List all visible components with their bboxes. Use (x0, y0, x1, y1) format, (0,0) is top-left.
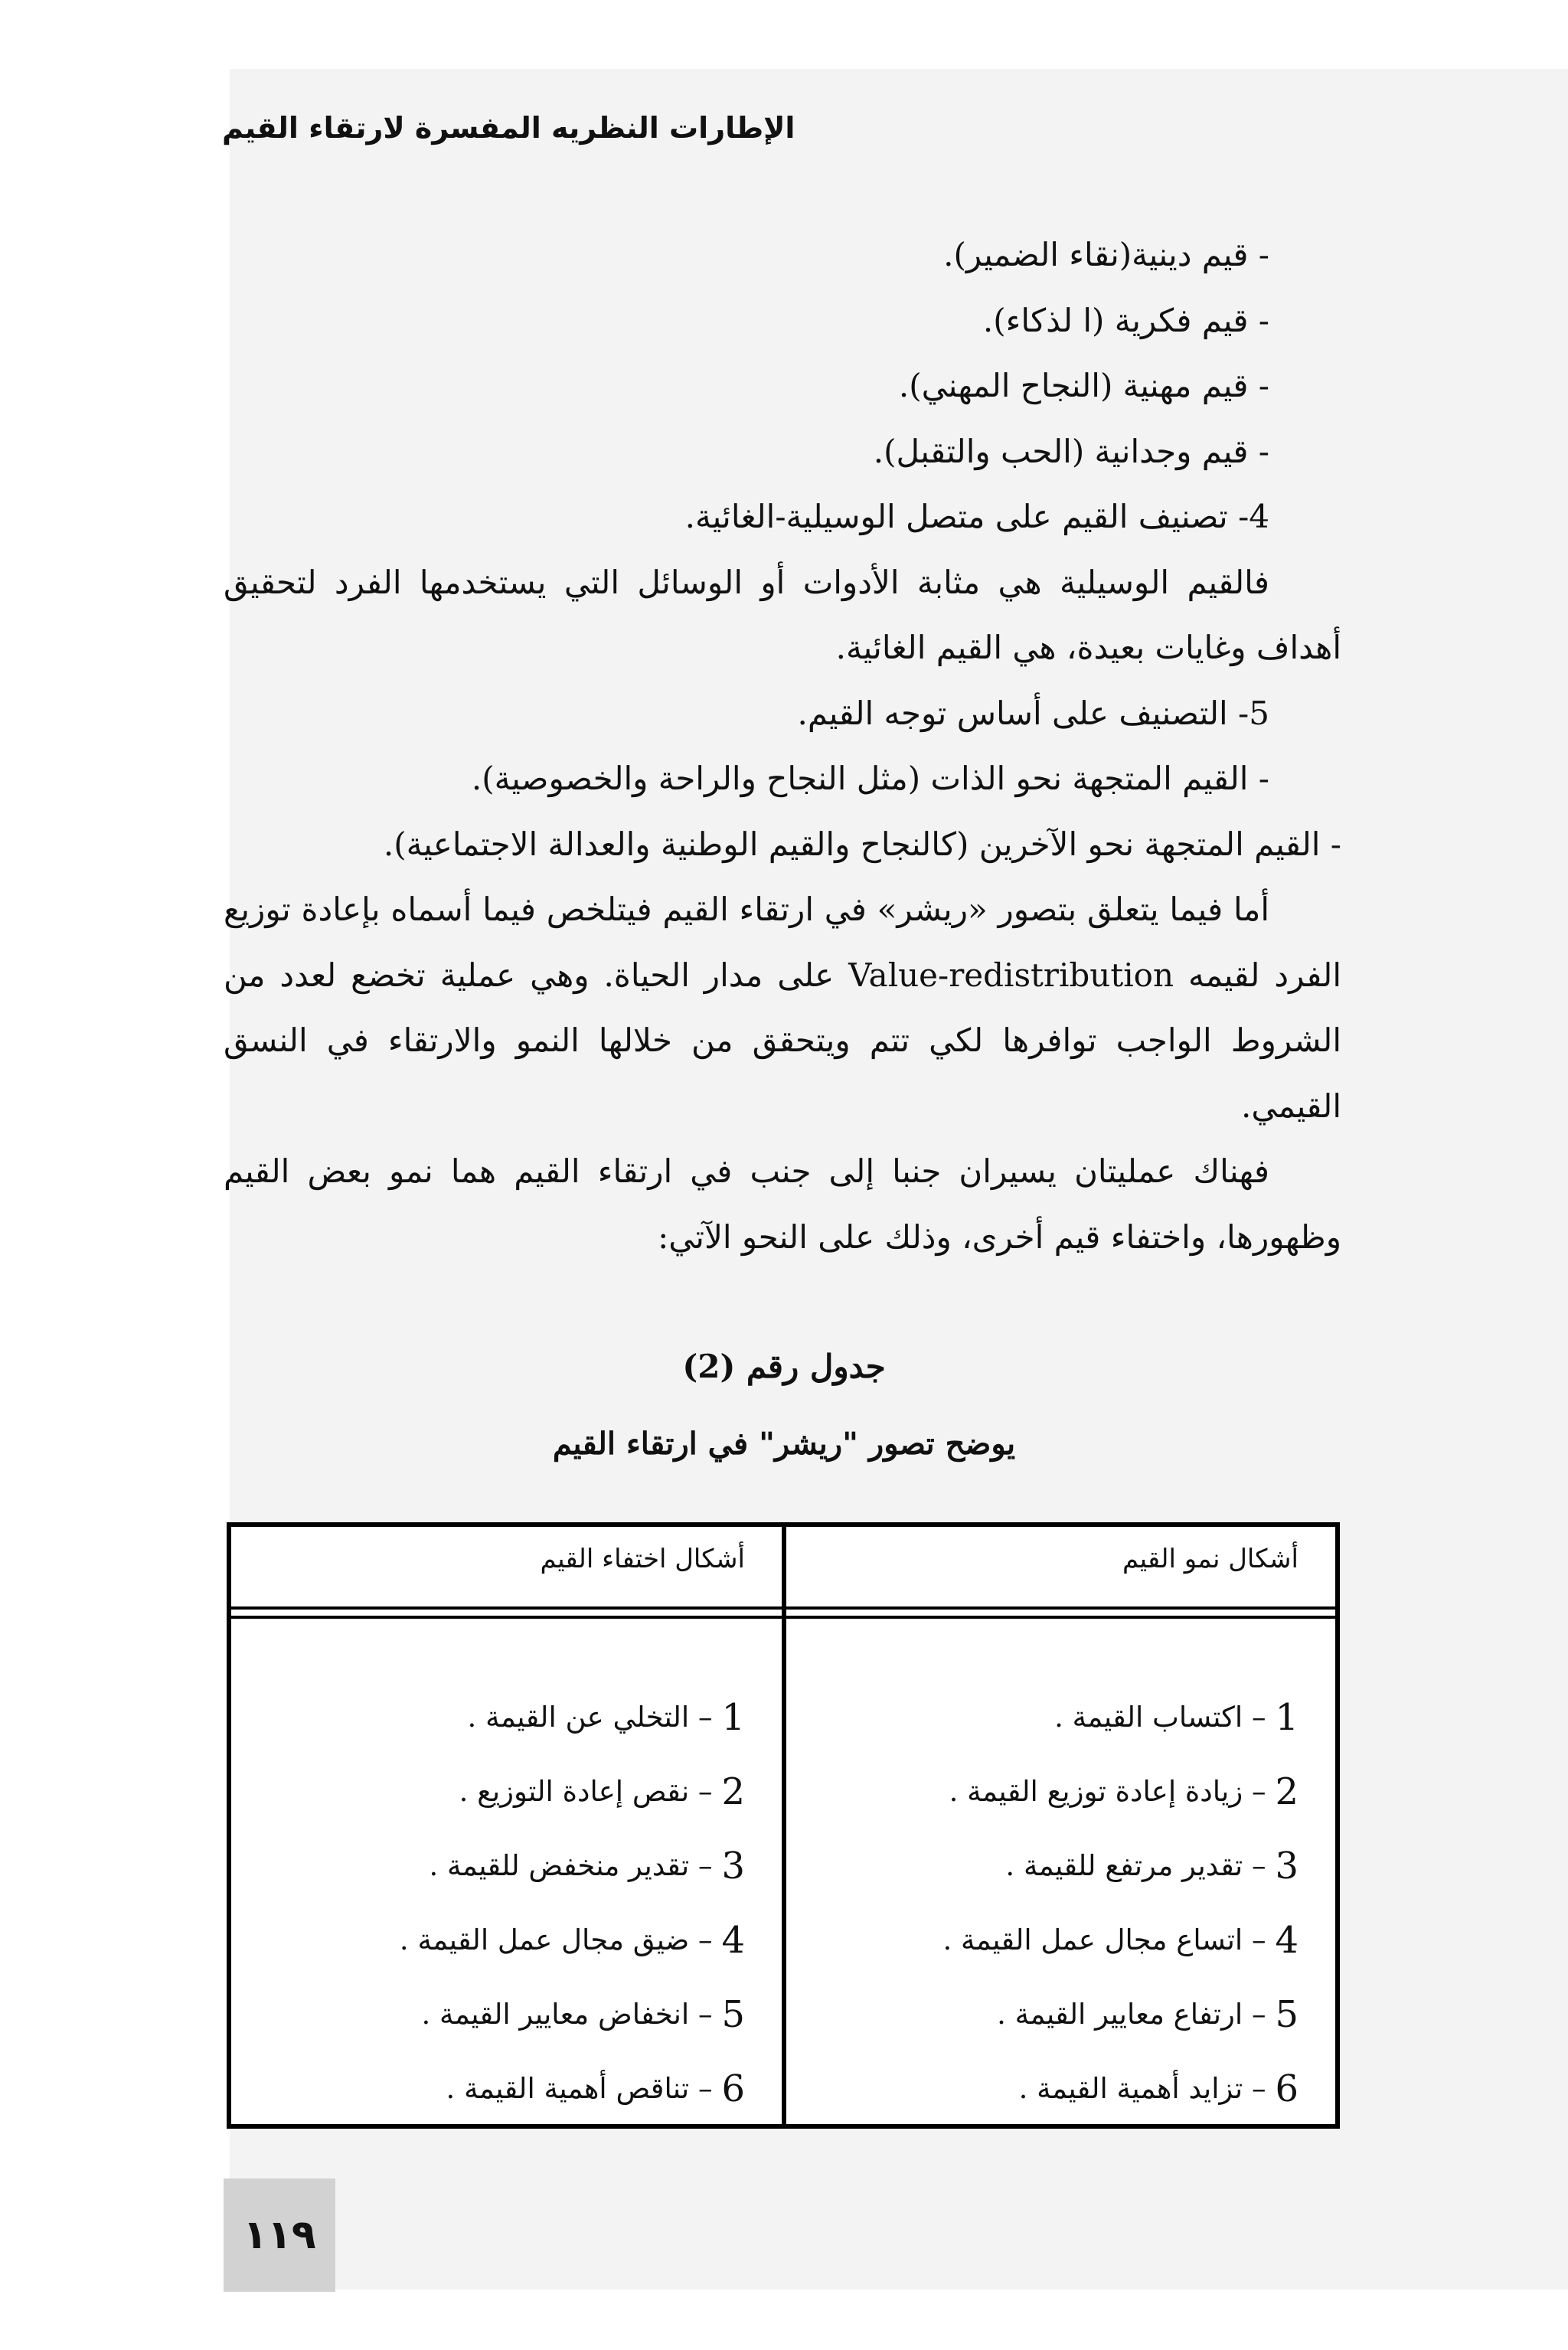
bullet-other-oriented-values: - القيم المتجهة نحو الآخرين (كالنجاح والقيم الوطنية والعدالة الاجتماعية). (383, 825, 1341, 863)
table-row (239, 1829, 745, 1903)
row-number: 5 (1275, 1992, 1298, 2036)
row-number: 3 (1275, 1844, 1298, 1888)
table-row (794, 1903, 1298, 1977)
column-header-growth: أشكال نمو القيم (1122, 1544, 1298, 1574)
row-text: – تقدير منخفض للقيمة . (429, 1849, 713, 1882)
row-text: – ضيق مجال عمل القيمة . (399, 1923, 713, 1956)
column-header-decline: أشكال اختفاء القيم (540, 1544, 745, 1574)
table-row (794, 1977, 1298, 2051)
table-row (239, 2051, 745, 2126)
table-row (794, 1680, 1298, 1754)
table-row (239, 1680, 745, 1754)
column-value-growth (786, 1527, 1335, 2124)
paragraph-two-processes: فهناك عمليتان يسيران جنبا إلى جنب في ارتقاء القيم هما نمو بعض القيم وظهورها، واختفاء قيم أخرى، وذلك على النحو الآتي: (224, 1152, 1341, 1256)
body-text (224, 222, 1341, 1270)
row-text: – ارتفاع معايير القيمة . (997, 1998, 1266, 2031)
table-row (239, 1977, 745, 2051)
heading-classification-5: 5- التصنيف على أساس توجه القيم. (797, 694, 1269, 732)
page-number: ١١٩ (224, 2178, 335, 2292)
row-number: 4 (721, 1918, 745, 1962)
row-number: 2 (1275, 1770, 1298, 1813)
decline-list (239, 1680, 745, 2126)
row-number: 6 (1275, 2067, 1298, 2110)
row-text: – تقدير مرتفع للقيمة . (1005, 1849, 1266, 1882)
table-row (239, 1903, 745, 1977)
row-number: 4 (1275, 1918, 1298, 1962)
bullet-self-oriented-values: - القيم المتجهة نحو الذات (مثل النجاح والراحة والخصوصية). (471, 760, 1269, 797)
bullet-intellectual-values: - قيم فكرية (ا لذكاء). (982, 301, 1269, 339)
table-row (239, 1754, 745, 1829)
table-subtitle: يوضح تصور "ريشر" في ارتقاء القيم (552, 1426, 1016, 1462)
row-text: – التخلي عن القيمة . (467, 1701, 713, 1734)
bullet-religious-values: - قيم دينية(نقاء الضمير). (943, 236, 1269, 273)
row-text: – تناقص أهمية القيمة . (446, 2072, 713, 2105)
heading-classification-4: 4- تصنيف القيم على متصل الوسيلية-الغائية. (684, 498, 1269, 535)
row-text: – اتساع مجال عمل القيمة . (942, 1923, 1266, 1956)
row-text: – اكتساب القيمة . (1054, 1701, 1266, 1734)
column-value-decline (231, 1527, 782, 2124)
row-number: 6 (721, 2067, 745, 2110)
row-number: 5 (721, 1992, 745, 2036)
values-table (227, 1522, 1340, 2129)
table-row (794, 1754, 1298, 1829)
row-number: 3 (721, 1844, 745, 1888)
table-row (794, 2051, 1298, 2126)
row-text: – تزايد أهمية القيمة . (1018, 2072, 1266, 2105)
row-number: 2 (721, 1770, 745, 1813)
row-number: 1 (1275, 1695, 1298, 1739)
bullet-professional-values: - قيم مهنية (النجاح المهني). (898, 367, 1269, 404)
paragraph-rescher-concept: أما فيما يتعلق بتصور «ريشر» في ارتقاء القيم فيتلخص فيما أسماه بإعادة توزيع الفرد لقيمه Value-redistribution على مدار الحياة. وهي عملية تخضع لعدد من الشروط الواجب توافرها لكي تتم ويتحقق من خلالها النمو والارتقاء في النسق القيمي. (224, 891, 1341, 1125)
row-text: – انخفاض معايير القيمة . (421, 1998, 713, 2031)
bullet-emotional-values: - قيم وجدانية (الحب والتقبل). (873, 432, 1269, 470)
row-text: – نقص إعادة التوزيع . (459, 1775, 713, 1808)
running-header: الإطارات النظريه المفسرة لارتقاء القيم (222, 111, 795, 145)
growth-list (794, 1680, 1298, 2126)
table-title: جدول رقم (2) (682, 1348, 886, 1385)
paragraph-instrumental-values: فالقيم الوسيلية هي مثابة الأدوات أو الوسائل التي يستخدمها الفرد لتحقيق أهداف وغايات بعيدة، هي القيم الغائية. (224, 563, 1341, 666)
row-text: – زيادة إعادة توزيع القيمة . (949, 1775, 1266, 1808)
row-number: 1 (721, 1695, 745, 1739)
table-row (794, 1829, 1298, 1903)
